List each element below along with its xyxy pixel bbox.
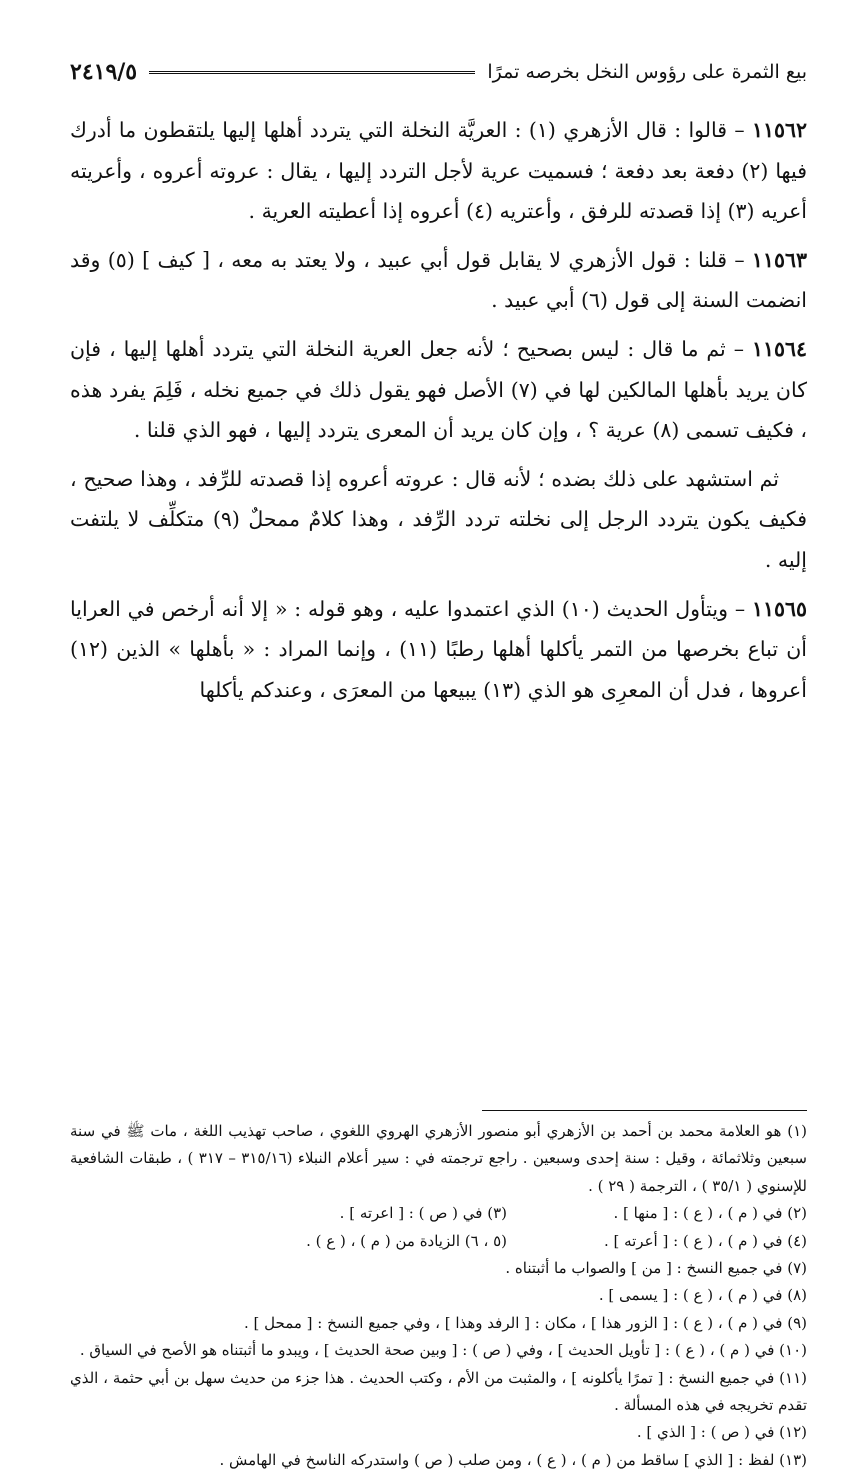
footnote-2: (٢) في ( م ) ، ( ع ) : [ منها ] .	[613, 1204, 807, 1223]
footnote-8: (٨) في ( م ) ، ( ع ) : [ يسمى ] .	[598, 1286, 807, 1305]
footnote-row	[70, 1200, 807, 1227]
footnote-13: (١٣) لفظ : [ الذي ] ساقط من ( م ) ، ( ع ) ، ومن صلب ( ص ) واستدركه الناسخ في الهامش .	[219, 1450, 807, 1469]
paragraph-11565	[70, 589, 807, 711]
main-text	[70, 110, 807, 718]
paragraph-text: – ويتأول الحديث (١٠) الذي اعتمدوا عليه ، وهو قوله : « إلا أنه أرخص في العرايا أن تباع بخرصها من التمر يأكلها أهلها رطبًا (١١) ، وإنما المراد : « بأهلها » الذين (١٢) أعروها ، فدل أن المعرِى هو الذي (١٣) يبيعها من المعرَى ، وعندكم يأكلها	[70, 596, 807, 702]
footnote-7: (٧) في جميع النسخ : [ من ] والصواب ما أثبتناه .	[505, 1259, 807, 1278]
footnote-1: (١) هو العلامة محمد بن أحمد بن الأزهري أبو منصور الأزهري الهروي اللغوي ، صاحب تهذيب اللغة ، مات ﷺ في سنة سبعين وثلاثمائة ، وقيل : سنة إحدى وسبعين . راجع ترجمته في : سير أعلام النبلاء (٣١٥/١٦ – ٣١٧ ) ، طبقات الشافعية للإسنوي ( ٣٥/١ ) ، الترجمة ( ٢٩ ) .	[70, 1122, 807, 1195]
paragraph-continuation	[70, 459, 807, 581]
footnote-separator	[482, 1110, 807, 1111]
paragraph-11564	[70, 329, 807, 451]
footnote-10: (١٠) في ( م ) ، ( ع ) : [ تأويل الحديث ] ، وفي ( ص ) : [ وبين صحة الحديث ] ، ويبدو ما أثبتناه هو الأصح في السياق .	[79, 1341, 807, 1360]
footnote-12: (١٢) في ( ص ) : [ الذي ] .	[636, 1423, 807, 1442]
paragraph-text: ثم استشهد على ذلك بضده ؛ لأنه قال : عروته أعروه إذا قصدته للرِّفد ، وهذا صحيح ، فكيف يكون يتردد الرجل إلى نخلته تردد الرِّفد ، وهذا كلامٌ ممحلٌ (٩) متكلِّف لا يلتفت إليه .	[70, 466, 807, 572]
paragraph-number: ١١٥٦٢	[751, 118, 807, 142]
footnote-9: (٩) في ( م ) ، ( ع ) : [ الزور هذا ] ، مكان : [ الرفد وهذا ] ، وفي جميع النسخ : [ ممحل ] .	[244, 1313, 807, 1332]
paragraph-number: ١١٥٦٤	[751, 336, 807, 361]
running-title: بيع الثمرة على رؤوس النخل بخرصه تمرًا	[487, 61, 807, 83]
header-rule	[149, 71, 475, 74]
footnote-row	[70, 1228, 807, 1255]
paragraph-11562	[70, 110, 807, 232]
page-header	[70, 52, 807, 92]
paragraph-number: ١١٥٦٣	[751, 247, 807, 272]
paragraph-text: – قالوا : قال الأزهري (١) : العريَّة النخلة التي يتردد أهلها إليها يلتقطون ما أدرك فيها (٢) دفعة بعد دفعة ؛ فسميت عرية لأجل التردد إليها ، يقال : عروته أعروه ، وأعريته أعريه (٣) إذا قصدته للرفق ، وأعتريه (٤) أعروه إذا أعطيته العرية .	[70, 118, 807, 224]
paragraph-number: ١١٥٦٥	[751, 596, 807, 621]
footnote-3: (٣) في ( ص ) : [ اعرته ] .	[339, 1204, 507, 1223]
footnote-4: (٤) في ( م ) ، ( ع ) : [ أعرته ] .	[603, 1231, 807, 1250]
paragraph-text: – قلنا : قول الأزهري لا يقابل قول أبي عبيد ، ولا يعتد به معه ، [ كيف ] (٥) وقد انضمت السنة إلى قول (٦) أبي عبيد .	[70, 247, 807, 313]
page-number: ٢٤١٩/٥	[70, 59, 138, 85]
footnote-11: (١١) في جميع النسخ : [ تمرًا يأكلونه ] ، والمثبت من الأم ، وكتب الحديث . هذا جزء من حديث سهل بن أبي حثمة ، الذي تقدم تخريجه في هذه المسألة .	[70, 1368, 807, 1415]
footnotes	[70, 1118, 807, 1474]
paragraph-text: – ثم ما قال : ليس بصحيح ؛ لأنه جعل العرية النخلة التي يتردد أهلها إليها ، فإن كان يريد بأهلها المالكين لها في (٧) الأصل فهو يقول ذلك في جميع نخله ، فَلِمَ يفرد هذه ، فكيف تسمى (٨) عرية ؟ ، وإن كان يريد أن المعرى يتردد إليها ، فهو الذي قلنا .	[70, 336, 807, 443]
footnote-5-6: (٥ ، ٦) الزيادة من ( م ) ، ( ع ) .	[306, 1231, 507, 1250]
paragraph-11563	[70, 240, 807, 321]
